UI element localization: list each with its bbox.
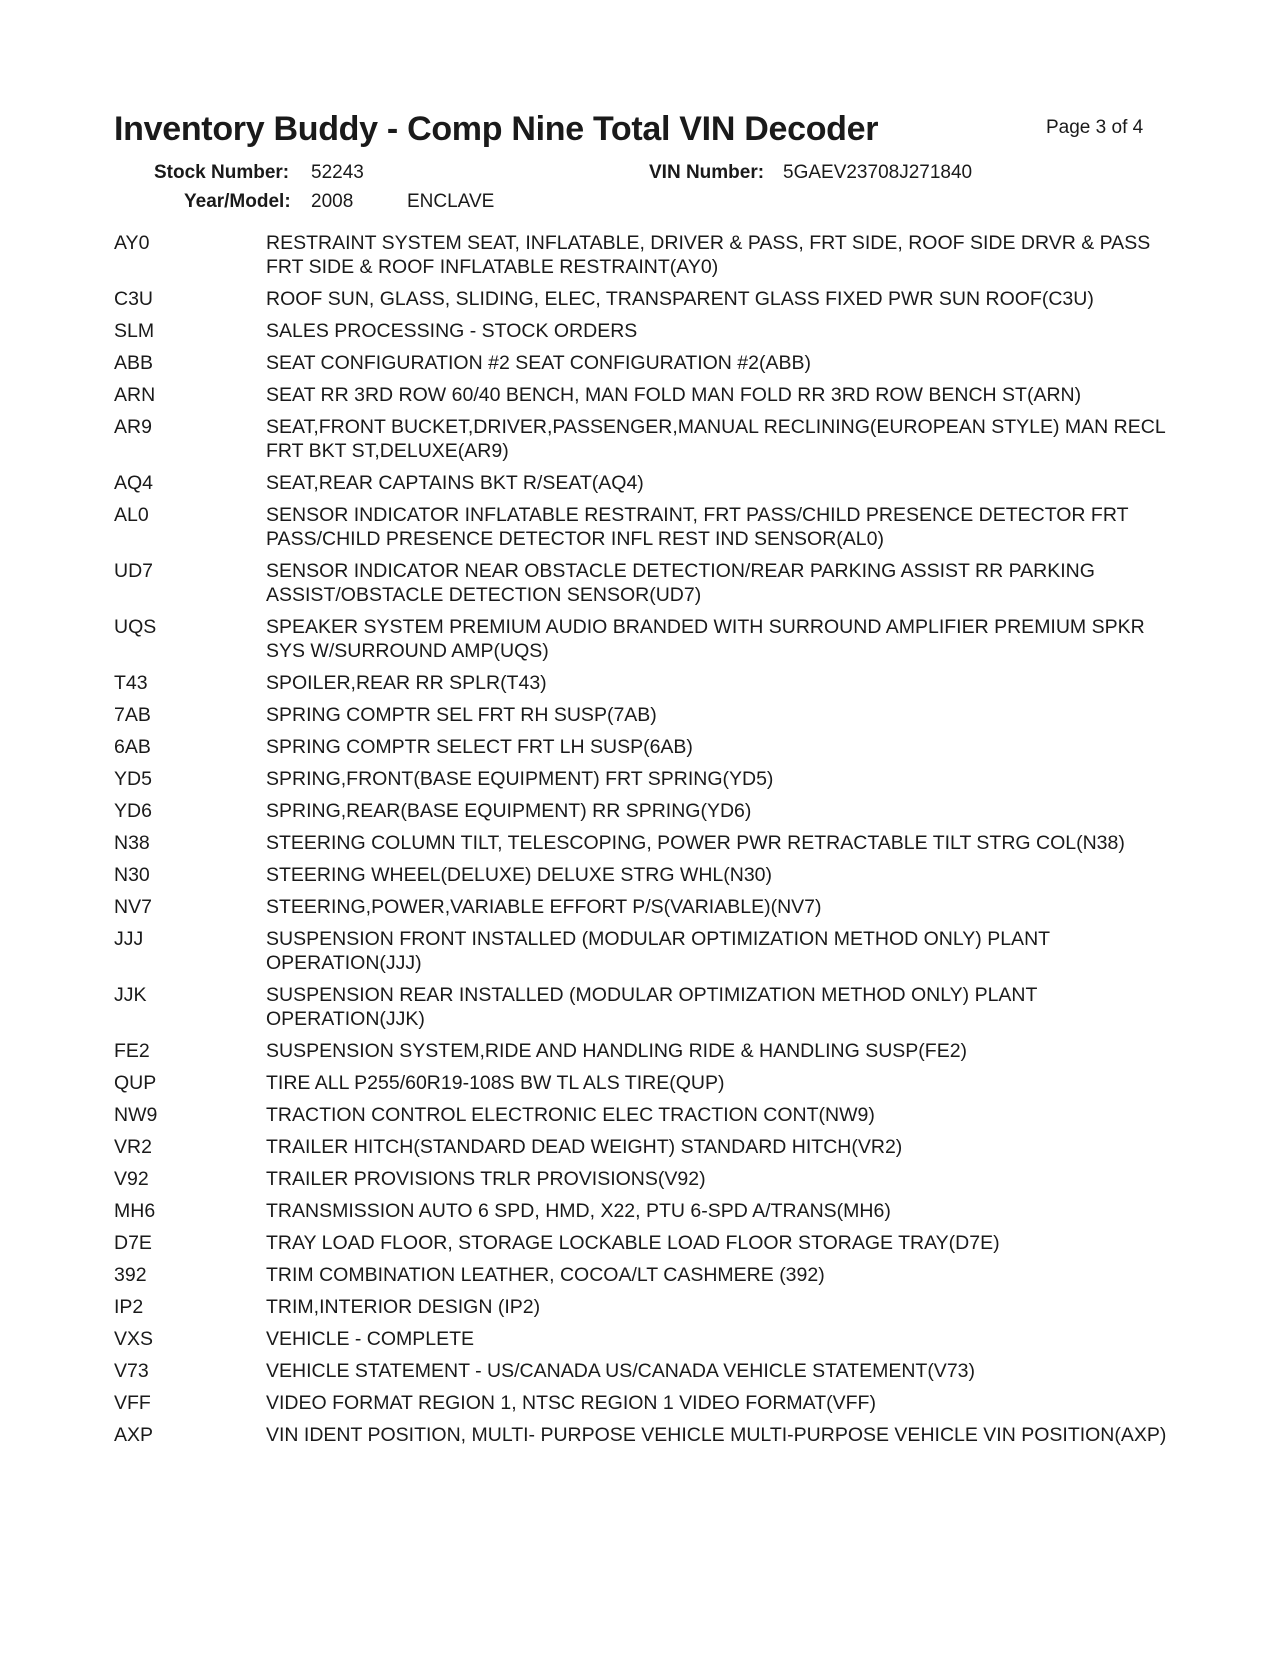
option-row xyxy=(114,615,1174,663)
option-code: 392 xyxy=(114,1264,147,1286)
option-row xyxy=(114,983,1174,1031)
option-row xyxy=(114,471,1174,495)
option-description: SENSOR INDICATOR NEAR OBSTACLE DETECTION/REAR PARKING ASSIST RR PARKING ASSIST/OBSTACLE DETECTION SENSOR(UD7) xyxy=(266,560,1095,606)
option-description: SEAT CONFIGURATION #2 SEAT CONFIGURATION #2(ABB) xyxy=(266,352,812,374)
option-row xyxy=(114,319,1174,343)
option-description: TRACTION CONTROL ELECTRONIC ELEC TRACTION CONT(NW9) xyxy=(266,1104,875,1126)
option-code: T43 xyxy=(114,672,148,694)
option-description: SPRING COMPTR SELECT FRT LH SUSP(6AB) xyxy=(266,736,693,758)
page-title: Inventory Buddy - Comp Nine Total VIN Decoder xyxy=(114,110,879,148)
option-code: AL0 xyxy=(114,504,149,526)
option-description: VEHICLE - COMPLETE xyxy=(266,1328,475,1350)
option-code: MH6 xyxy=(114,1200,156,1222)
model-value: ENCLAVE xyxy=(407,191,495,212)
option-code: UQS xyxy=(114,616,157,638)
option-description: ROOF SUN, GLASS, SLIDING, ELEC, TRANSPARENT GLASS FIXED PWR SUN ROOF(C3U) xyxy=(266,288,1094,310)
vin-number-value: 5GAEV23708J271840 xyxy=(783,162,973,183)
option-code: JJJ xyxy=(114,928,144,950)
option-row xyxy=(114,1231,1174,1255)
option-description: SEAT,FRONT BUCKET,DRIVER,PASSENGER,MANUAL RECLINING(EUROPEAN STYLE) MAN RECL FRT BKT ST,DELUXE(AR9) xyxy=(266,416,1165,462)
option-code: 6AB xyxy=(114,736,151,758)
option-description: SALES PROCESSING - STOCK ORDERS xyxy=(266,320,638,342)
option-row xyxy=(114,415,1174,463)
option-row xyxy=(114,1359,1174,1383)
option-description: VEHICLE STATEMENT - US/CANADA US/CANADA VEHICLE STATEMENT(V73) xyxy=(266,1360,975,1382)
option-row xyxy=(114,1039,1174,1063)
option-description: SUSPENSION REAR INSTALLED (MODULAR OPTIMIZATION METHOD ONLY) PLANT OPERATION(JJK) xyxy=(266,984,1038,1030)
option-row xyxy=(114,351,1174,375)
option-description: RESTRAINT SYSTEM SEAT, INFLATABLE, DRIVER & PASS, FRT SIDE, ROOF SIDE DRVR & PASS FRT SIDE & ROOF INFLATABLE RESTRAINT(AY0) xyxy=(266,232,1151,278)
option-code: YD5 xyxy=(114,768,152,790)
option-row xyxy=(114,831,1174,855)
year-value: 2008 xyxy=(311,191,354,212)
option-code: FE2 xyxy=(114,1040,150,1062)
option-code: AXP xyxy=(114,1424,154,1446)
option-code: C3U xyxy=(114,288,154,310)
option-description: SPEAKER SYSTEM PREMIUM AUDIO BRANDED WITH SURROUND AMPLIFIER PREMIUM SPKR SYS W/SURROUND AMP(UQS) xyxy=(266,616,1145,662)
stock-number-value: 52243 xyxy=(311,162,364,183)
option-row xyxy=(114,767,1174,791)
stock-number-label-text: Stock Number: xyxy=(154,162,290,183)
option-row xyxy=(114,1103,1174,1127)
option-description: TRIM,INTERIOR DESIGN (IP2) xyxy=(266,1296,541,1318)
option-description: SPRING,REAR(BASE EQUIPMENT) RR SPRING(YD6) xyxy=(266,800,752,822)
option-description: VIDEO FORMAT REGION 1, NTSC REGION 1 VIDEO FORMAT(VFF) xyxy=(266,1392,876,1414)
option-row xyxy=(114,1423,1174,1447)
option-row xyxy=(114,799,1174,823)
page-number: Page 3 of 4 xyxy=(1046,117,1144,138)
option-row xyxy=(114,735,1174,759)
option-description: SUSPENSION SYSTEM,RIDE AND HANDLING RIDE & HANDLING SUSP(FE2) xyxy=(266,1040,968,1062)
option-code: UD7 xyxy=(114,560,154,582)
option-code: NV7 xyxy=(114,896,152,918)
option-list xyxy=(114,231,1174,1455)
option-code: AR9 xyxy=(114,416,152,438)
option-code: N30 xyxy=(114,864,150,886)
option-row xyxy=(114,895,1174,919)
option-row xyxy=(114,1391,1174,1415)
option-description: SEAT RR 3RD ROW 60/40 BENCH, MAN FOLD MAN FOLD RR 3RD ROW BENCH ST(ARN) xyxy=(266,384,1082,406)
vin-number-label-text: VIN Number: xyxy=(649,162,765,183)
option-description: TRANSMISSION AUTO 6 SPD, HMD, X22, PTU 6-SPD A/TRANS(MH6) xyxy=(266,1200,891,1222)
option-row xyxy=(114,503,1174,551)
year-model-label-text: Year/Model: xyxy=(184,191,291,212)
option-code: IP2 xyxy=(114,1296,144,1318)
option-description: TRAILER HITCH(STANDARD DEAD WEIGHT) STANDARD HITCH(VR2) xyxy=(266,1136,903,1158)
option-code: D7E xyxy=(114,1232,152,1254)
option-row xyxy=(114,1327,1174,1351)
option-row xyxy=(114,1071,1174,1095)
option-description: SUSPENSION FRONT INSTALLED (MODULAR OPTIMIZATION METHOD ONLY) PLANT OPERATION(JJJ) xyxy=(266,928,1050,974)
option-description: TIRE ALL P255/60R19-108S BW TL ALS TIRE(QUP) xyxy=(266,1072,725,1094)
option-code: SLM xyxy=(114,320,155,342)
option-row xyxy=(114,559,1174,607)
option-code: VR2 xyxy=(114,1136,152,1158)
option-row xyxy=(114,703,1174,727)
option-row xyxy=(114,383,1174,407)
option-description: TRAY LOAD FLOOR, STORAGE LOCKABLE LOAD FLOOR STORAGE TRAY(D7E) xyxy=(266,1232,1000,1254)
option-code: 7AB xyxy=(114,704,151,726)
option-description: STEERING COLUMN TILT, TELESCOPING, POWER PWR RETRACTABLE TILT STRG COL(N38) xyxy=(266,832,1125,854)
option-description: SPRING COMPTR SEL FRT RH SUSP(7AB) xyxy=(266,704,657,726)
option-row xyxy=(114,927,1174,975)
option-code: V92 xyxy=(114,1168,149,1190)
vin-number-label xyxy=(649,162,764,184)
year-model-label xyxy=(184,191,291,213)
option-description: STEERING,POWER,VARIABLE EFFORT P/S(VARIABLE)(NV7) xyxy=(266,896,822,918)
option-row xyxy=(114,1135,1174,1159)
option-code: VFF xyxy=(114,1392,151,1414)
option-code: AY0 xyxy=(114,232,150,254)
option-row xyxy=(114,1263,1174,1287)
option-row xyxy=(114,231,1174,279)
option-code: QUP xyxy=(114,1072,157,1094)
option-row xyxy=(114,1199,1174,1223)
option-row xyxy=(114,1295,1174,1319)
option-row xyxy=(114,671,1174,695)
option-description: SEAT,REAR CAPTAINS BKT R/SEAT(AQ4) xyxy=(266,472,644,494)
option-code: N38 xyxy=(114,832,150,854)
stock-number-label xyxy=(154,162,289,184)
option-row xyxy=(114,1167,1174,1191)
option-description: TRIM COMBINATION LEATHER, COCOA/LT CASHMERE (392) xyxy=(266,1264,825,1286)
option-description: VIN IDENT POSITION, MULTI- PURPOSE VEHICLE MULTI-PURPOSE VEHICLE VIN POSITION(AXP) xyxy=(266,1424,1167,1446)
option-description: TRAILER PROVISIONS TRLR PROVISIONS(V92) xyxy=(266,1168,706,1190)
option-code: NW9 xyxy=(114,1104,158,1126)
option-code: VXS xyxy=(114,1328,154,1350)
option-code: YD6 xyxy=(114,800,152,822)
option-code: JJK xyxy=(114,984,147,1006)
option-description: SPRING,FRONT(BASE EQUIPMENT) FRT SPRING(YD5) xyxy=(266,768,774,790)
option-code: ABB xyxy=(114,352,154,374)
option-code: AQ4 xyxy=(114,472,154,494)
option-description: SPOILER,REAR RR SPLR(T43) xyxy=(266,672,547,694)
option-description: STEERING WHEEL(DELUXE) DELUXE STRG WHL(N30) xyxy=(266,864,773,886)
option-row xyxy=(114,287,1174,311)
option-description: SENSOR INDICATOR INFLATABLE RESTRAINT, FRT PASS/CHILD PRESENCE DETECTOR FRT PASS/CHILD PRESENCE DETECTOR INFL REST IND SENSOR(AL0) xyxy=(266,504,1129,550)
option-code: ARN xyxy=(114,384,156,406)
option-row xyxy=(114,863,1174,887)
option-code: V73 xyxy=(114,1360,149,1382)
